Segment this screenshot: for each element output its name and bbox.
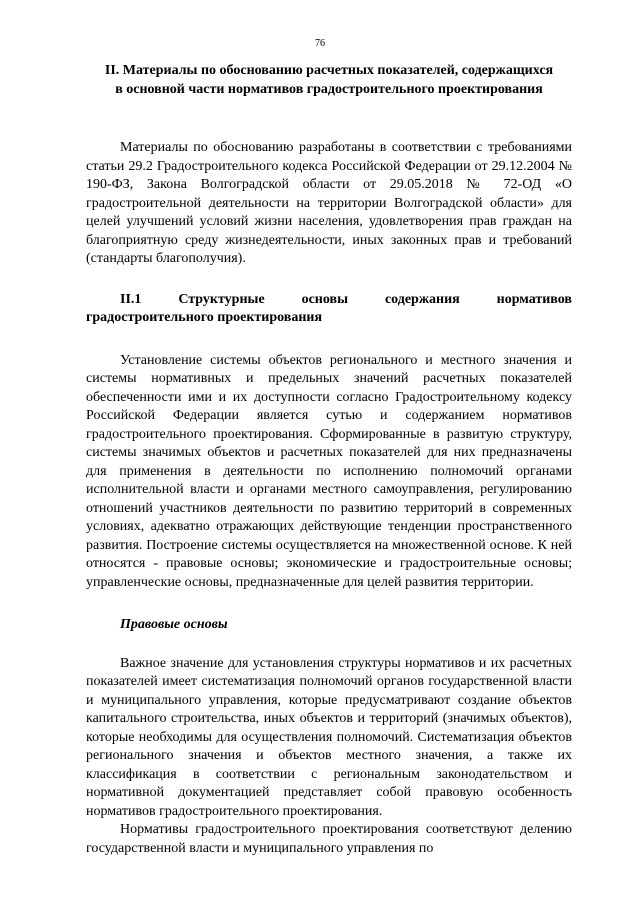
- paragraph-legal-basis: Важное значение для установления структуры нормативов и их расчетных показателей имеет систематизация полномочий органов государственной власти и муниципального управления, которые предусматривают создание объектов капитального строительства, иных объектов и территорий (значимых объектов), которые необходимы для осуществления полномочий. Систематизация объектов регионального значения и объектов местного значения, а также их классификация в соответствии с региональным законодательством и нормативной документацией представляет собой правовую особенность нормативов градостроительного проектирования.: [86, 655, 572, 819]
- section-title-line2: градостроительного проектирования: [86, 310, 323, 325]
- paragraph-intro: Материалы по обоснованию разработаны в соответствии с требованиями статьи 29.2 Градостроительного кодекса Российской Федерации от 29.12.2004 № 190-ФЗ, Закона Волгоградской области от 29.05.2018 № 72-ОД «О градостроительной деятельности на территории Волгоградской области» для целей улучшений условий жизни населения, удовлетворения прав граждан на благоприятную среду жизнедеятельности, иных законных прав и требований (стандарты благополучия).: [86, 140, 572, 266]
- paragraph-structure: Установление системы объектов регионального и местного значения и системы нормативных и предельных значений расчетных показателей обеспеченности ими и их доступности согласно Градостроительному кодексу Российской Федерации является сутью и содержанием нормативов градостроительного проектирования. Сформированные в развитую структуру, системы значимых объектов и расчетных показателей для них предназначены для применения в деятельности по исполнению полномочий органами исполнительной власти и органами местного самоуправления, регулированию отношений участников деятельности по развитию территорий в современных условиях, адекватно отражающих действующие тенденции пространственного развития. Построение системы осуществляется на множественной основе. К ней относятся - правовые основы; экономические и градостроительные основы; управленческие основы, предназначенные для целей развития территории.: [86, 352, 572, 590]
- chapter-heading-line2: в основной части нормативов градостроительного проектирования: [115, 81, 543, 97]
- page-content: [86, 62, 572, 858]
- section-title-word: Структурные: [178, 291, 265, 307]
- subheading-legal-basis: Правовые основы: [120, 617, 228, 632]
- chapter-heading: [86, 62, 572, 99]
- section-number: II.1: [120, 291, 142, 307]
- paragraph-norms-division: Нормативы градостроительного проектирования соответствуют делению государственной власти и муниципального управления по: [86, 822, 572, 856]
- page-number: 76: [315, 38, 325, 49]
- section-title-word: содержания: [384, 291, 460, 307]
- section-title-2-1: [86, 291, 572, 328]
- chapter-heading-line1: II. Материалы по обоснованию расчетных показателей, содержащихся: [104, 63, 554, 78]
- section-title-word: основы: [301, 291, 349, 307]
- section-title-word: нормативов: [496, 291, 572, 307]
